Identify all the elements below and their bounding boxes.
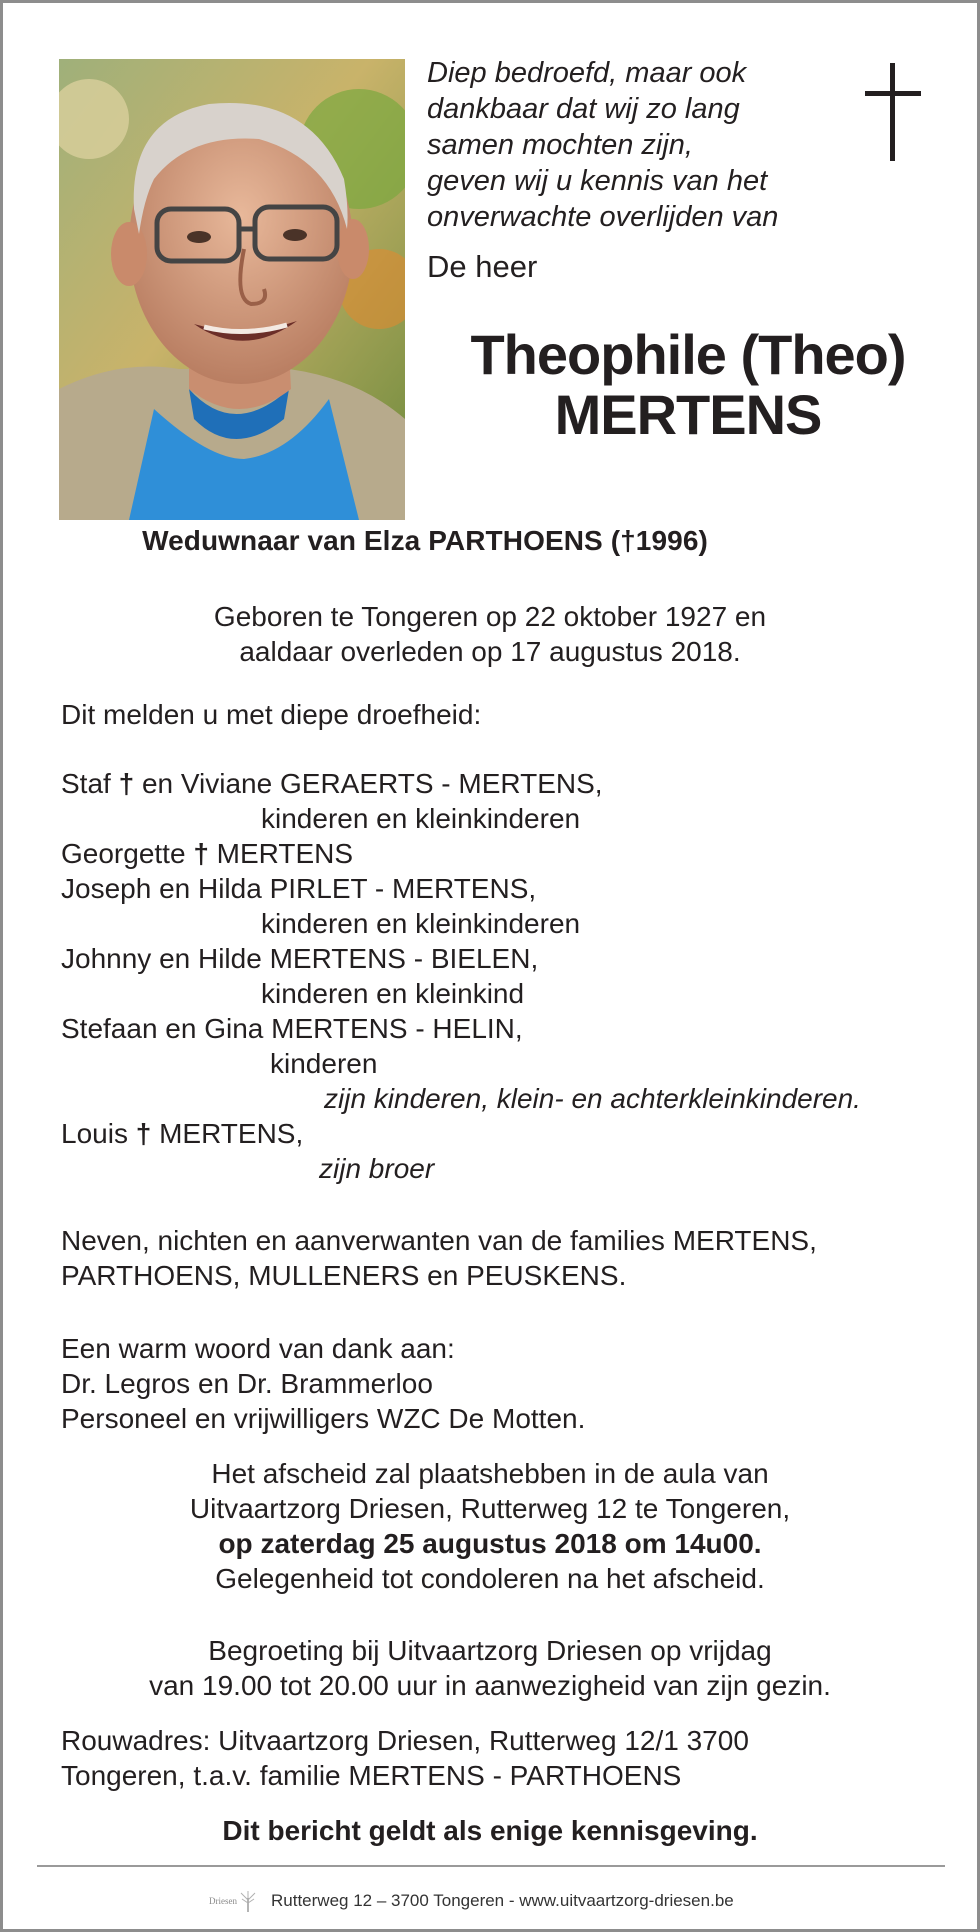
birth-death-dates xyxy=(3,599,977,669)
intro-text xyxy=(427,55,867,235)
notice: Dit bericht geldt als enige kennisgeving. xyxy=(222,1815,758,1846)
greeting-line: Begroeting bij Uitvaartzorg Driesen op vrijdag xyxy=(208,1635,772,1666)
title-salutation: De heer xyxy=(427,249,538,284)
announcement: Dit melden u met diepe droefheid: xyxy=(61,699,482,730)
family-member: Joseph en Hilda PIRLET - MERTENS, xyxy=(61,873,537,904)
family-sub: kinderen en kleinkinderen xyxy=(261,803,581,834)
family-member: Johnny en Hilde MERTENS - BIELEN, xyxy=(61,943,539,974)
cross-icon: † xyxy=(135,1118,152,1149)
widower-line: Weduwnaar van Elza PARTHOENS (†1996) xyxy=(142,525,708,556)
footer-text: Rutterweg 12 – 3700 Tongeren - www.uitvaartzorg-driesen.be xyxy=(271,1891,734,1910)
intro-line: samen mochten zijn, xyxy=(427,129,693,161)
intro-line: Diep bedroefd, maar ook xyxy=(427,57,747,89)
intro-line: onverwachte overlijden van xyxy=(427,201,779,233)
cross-icon: † xyxy=(118,768,135,799)
family-list xyxy=(61,766,941,1186)
cross-icon: † xyxy=(193,838,209,869)
thanks-line: Dr. Legros en Dr. Brammerloo xyxy=(61,1368,433,1399)
family-sub: kinderen en kleinkind xyxy=(261,978,525,1009)
family-sub: kinderen en kleinkinderen xyxy=(261,908,581,939)
mourning-address xyxy=(61,1723,749,1793)
farewell-line: Het afscheid zal plaatshebben in de aula van xyxy=(211,1458,769,1489)
thanks xyxy=(61,1331,585,1436)
deceased-name xyxy=(443,325,933,445)
family-member: Staf † en Viviane GERAERTS - MERTENS, xyxy=(61,768,603,799)
farewell-info xyxy=(3,1456,977,1596)
intro-line: dankbaar dat wij zo lang xyxy=(427,93,740,125)
address-line: Tongeren, t.a.v. familie MERTENS - PARTHOENS xyxy=(61,1760,682,1791)
family-member: Georgette † MERTENS xyxy=(61,838,354,869)
dates-line: aaldaar overleden op 17 augustus 2018. xyxy=(239,636,741,667)
intro-line: geven wij u kennis van het xyxy=(427,165,768,197)
driesen-logo: Driesen xyxy=(209,1890,257,1912)
divider xyxy=(37,1865,945,1867)
relatives-line: PARTHOENS, MULLENERS en PEUSKENS. xyxy=(61,1260,627,1291)
family-sub: zijn broer xyxy=(319,1153,435,1184)
farewell-line: Uitvaartzorg Driesen, Rutterweg 12 te Tongeren, xyxy=(189,1493,791,1524)
last-name: MERTENS xyxy=(554,383,822,446)
relatives-line: Neven, nichten en aanverwanten van de families MERTENS, xyxy=(61,1225,817,1256)
farewell-date: op zaterdag 25 augustus 2018 om 14u00. xyxy=(218,1528,762,1559)
dates-line: Geboren te Tongeren op 22 oktober 1927 en xyxy=(213,601,767,632)
thanks-line: Personeel en vrijwilligers WZC De Motten. xyxy=(61,1403,586,1434)
children-summary: zijn kinderen, klein- en achterkleinkinderen. xyxy=(324,1083,861,1114)
family-member: Stefaan en Gina MERTENS - HELIN, xyxy=(61,1013,523,1044)
thanks-line: Een warm woord van dank aan: xyxy=(61,1333,455,1364)
family-sub: kinderen xyxy=(270,1048,378,1079)
tree-icon xyxy=(239,1890,257,1912)
greeting-info xyxy=(3,1633,977,1703)
cross-icon xyxy=(865,63,921,166)
greeting-line: van 19.00 tot 20.00 uur in aanwezigheid van zijn gezin. xyxy=(149,1670,831,1701)
portrait-photo xyxy=(59,59,405,520)
footer xyxy=(209,1883,734,1919)
first-name: Theophile (Theo) xyxy=(470,323,906,386)
relatives xyxy=(61,1223,817,1293)
farewell-line: Gelegenheid tot condoleren na het afscheid. xyxy=(215,1563,765,1594)
family-member: Louis † MERTENS, xyxy=(61,1118,304,1149)
address-line: Rouwadres: Uitvaartzorg Driesen, Rutterweg 12/1 3700 xyxy=(61,1725,749,1756)
